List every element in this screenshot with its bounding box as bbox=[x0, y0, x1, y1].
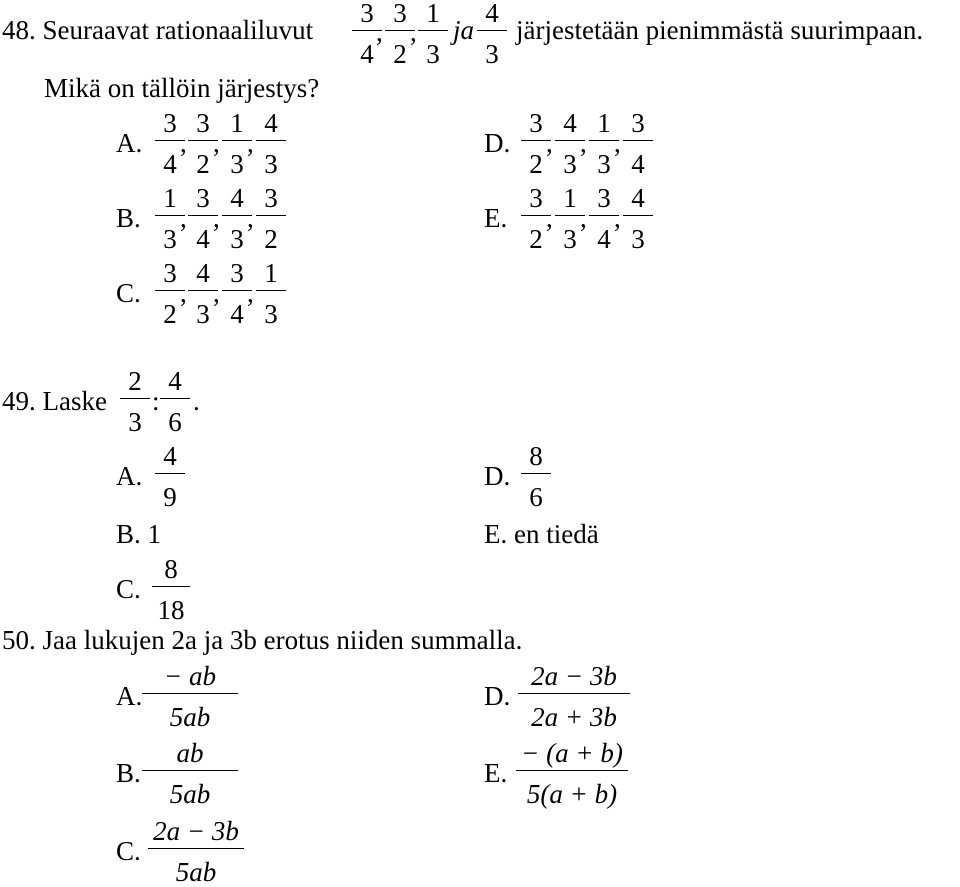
option-label: C. bbox=[116, 574, 141, 604]
option-label: C. bbox=[116, 278, 141, 308]
q48-number-1: 3 4 bbox=[352, 0, 382, 68]
q49-prompt: 49. Laske bbox=[2, 386, 107, 416]
q49-colon: : bbox=[152, 386, 160, 416]
option-label: A. bbox=[116, 128, 143, 158]
option-label: E. bbox=[484, 203, 508, 233]
option-label: A. bbox=[116, 461, 143, 491]
q49-divisor: 4 6 bbox=[160, 368, 190, 436]
option-label: D. bbox=[484, 128, 511, 158]
q50-prompt: 50. Jaa lukujen 2a ja 3b erotus niiden summalla. bbox=[2, 625, 523, 655]
option-label: E. bbox=[484, 758, 508, 788]
option-label: A. bbox=[116, 681, 143, 711]
option-label: E. en tiedä bbox=[484, 519, 599, 549]
option-label: B. bbox=[116, 203, 141, 233]
option-label: C. bbox=[116, 836, 141, 866]
q49-dividend: 2 3 bbox=[120, 368, 150, 436]
q48-question: Mikä on tällöin järjestys? bbox=[44, 73, 320, 103]
q48-number-2: 3 2 bbox=[385, 0, 415, 68]
q49-period: . bbox=[193, 386, 200, 416]
q48-ja: ja bbox=[453, 15, 475, 45]
option-label: B. 1 bbox=[116, 519, 162, 549]
option-label: D. bbox=[484, 461, 511, 491]
q48-prompt: 48. Seuraavat rationaaliluvut bbox=[2, 15, 314, 45]
q48-number-3: 1 3 bbox=[418, 0, 448, 68]
q48-number-4: 4 3 bbox=[477, 0, 507, 68]
q48-prompt-suffix: järjestetään pienimmästä suurimpaan. bbox=[516, 15, 924, 45]
option-label: D. bbox=[484, 681, 511, 711]
option-label: B. bbox=[116, 758, 141, 788]
